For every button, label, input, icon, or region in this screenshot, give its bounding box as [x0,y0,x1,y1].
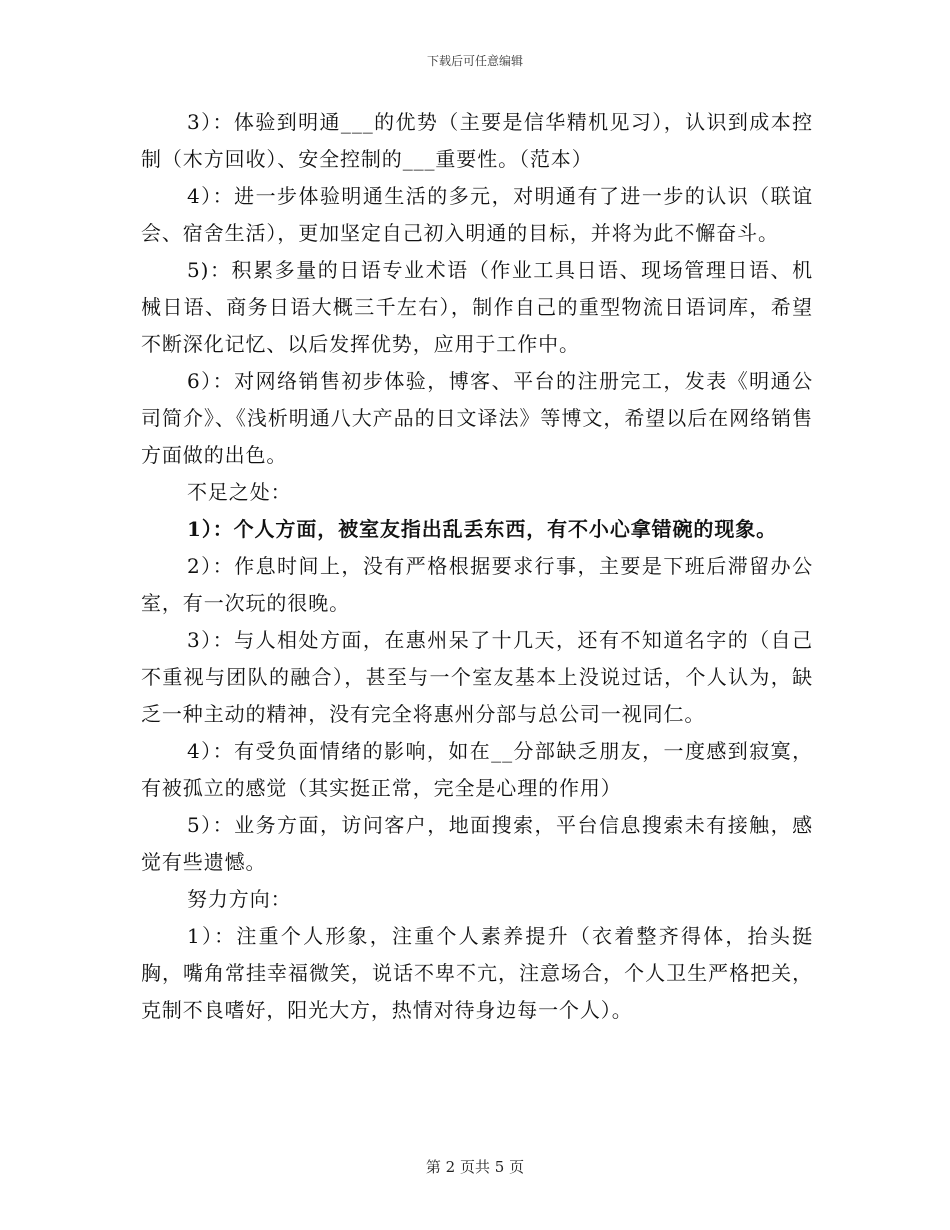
paragraph-shortcoming-2: 2）：作息时间上，没有严格根据要求行事，主要是下班后滞留办公室，有一次玩的很晚。 [141,554,813,615]
paragraph-shortcoming-4: 4）：有受负面情绪的影响，如在__分部缺乏朋友，一度感到寂寞，有被孤立的感觉（其实挺正常，完全是心理的作用） [141,739,813,800]
section-heading-shortcomings: 不足之处： [187,480,292,504]
paragraph-shortcoming-5: 5）：业务方面，访问客户，地面搜索，平台信息搜索未有接触，感觉有些遗憾。 [141,813,813,874]
paragraph-achievement-5: 5)：积累多量的日语专业术语（作业工具日语、现场管理日语、机械日语、商务日语大概三千左右），制作自己的重型物流日语词库，希望不断深化记忆、以后发挥优势，应用于工作中。 [141,258,813,356]
paragraph-direction-1: 1）：注重个人形象，注重个人素养提升（衣着整齐得体，抬头挺胸，嘴角常挂幸福微笑，说话不卑不亢，注意场合，个人卫生严格把关，克制不良嗜好，阳光大方，热情对待身边每一个人）。 [141,924,813,1022]
paragraph-shortcoming-3: 3）：与人相处方面，在惠州呆了十几天，还有不知道名字的（自己不重视与团队的融合），甚至与一个室友基本上没说过话，个人认为，缺乏一种主动的精神，没有完全将惠州分部与总公司一视同仁。 [141,628,813,726]
page-footer: 第 2 页共 5 页 [425,1158,525,1176]
paragraph-achievement-6: 6）：对网络销售初步体验，博客、平台的注册完工，发表《明通公司简介》、《浅析明通八大产品的日文译法》等博文，希望以后在网络销售方面做的出色。 [141,369,813,467]
page-header: 下载后可任意编辑 [426,54,523,68]
paragraph-achievement-4: 4）：进一步体验明通生活的多元，对明通有了进一步的认识（联谊会、宿舍生活），更加坚定自己初入明通的目标，并将为此不懈奋斗。 [141,184,813,245]
section-heading-direction: 努力方向： [187,887,292,911]
document-body [141,104,813,1029]
paragraph-shortcoming-1: 1）：个人方面，被室友指出乱丢东西，有不小心拿错碗的现象。 [187,517,778,541]
paragraph-achievement-3: 3）：体验到明通___的优势（主要是信华精机见习），认识到成本控制（木方回收）、安全控制的___重要性。（范本） [141,110,813,171]
